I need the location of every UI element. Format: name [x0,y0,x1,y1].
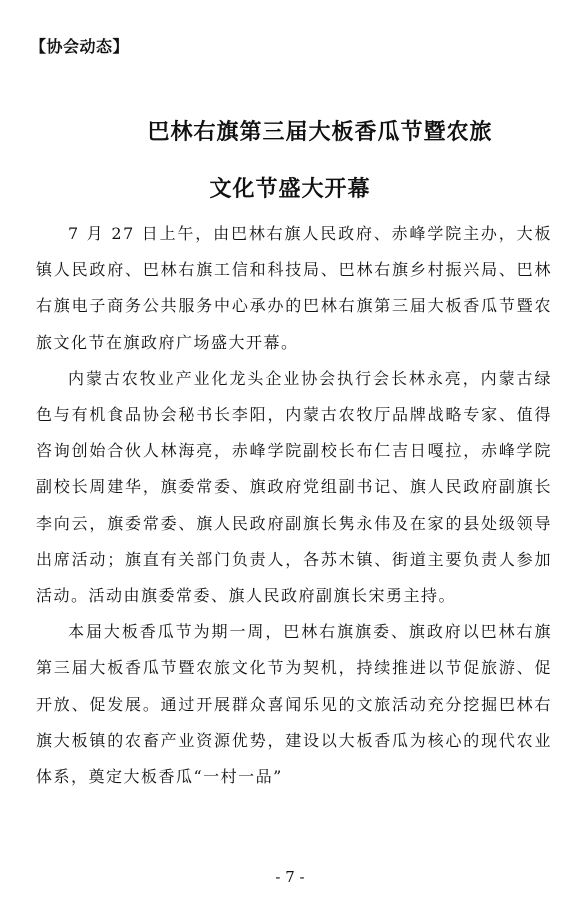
article-title-line-2: 文化节盛大开幕 [209,176,371,202]
paragraph: 7 月 27 日上午，由巴林右旗人民政府、赤峰学院主办，大板镇人民政府、巴林右旗工信和科技局、巴林右旗乡村振兴局、巴林右旗电子商务公共服务中心承办的巴林右旗第三届大板香瓜节暨农旅文化节在旗政府广场盛大开幕。 [36,224,552,352]
article-body [36,216,552,795]
paragraph: 本届大板香瓜节为期一周，巴林右旗旗委、旗政府以巴林右旗第三届大板香瓜节暨农旅文化节为契机，持续推进以节促旅游、促开放、促发展。通过开展群众喜闻乐见的文旅活动充分挖掘巴林右旗大板镇的农畜产业资源优势，建设以大板香瓜为核心的现代农业体系，奠定大板香瓜“一村一品” [36,622,552,787]
page-number: - 7 - [275,868,305,886]
article-title-line-1: 巴林右旗第三届大板香瓜节暨农旅 [147,119,493,145]
section-tag: 【协会动态】 [30,37,130,56]
paragraph: 内蒙古农牧业产业化龙头企业协会执行会长林永亮，内蒙古绿色与有机食品协会秘书长李阳，内蒙古农牧厅品牌战略专家、值得咨询创始合伙人林海亮，赤峰学院副校长布仁吉日嘎拉，赤峰学院副校长周建华，旗委常委、旗政府党组副书记、旗人民政府副旗长李向云，旗委常委、旗人民政府副旗长隽永伟及在家的县处级领导出席活动；旗直有关部门负责人，各苏木镇、街道主要负责人参加活动。活动由旗委常委、旗人民政府副旗长宋勇主持。 [36,368,552,606]
